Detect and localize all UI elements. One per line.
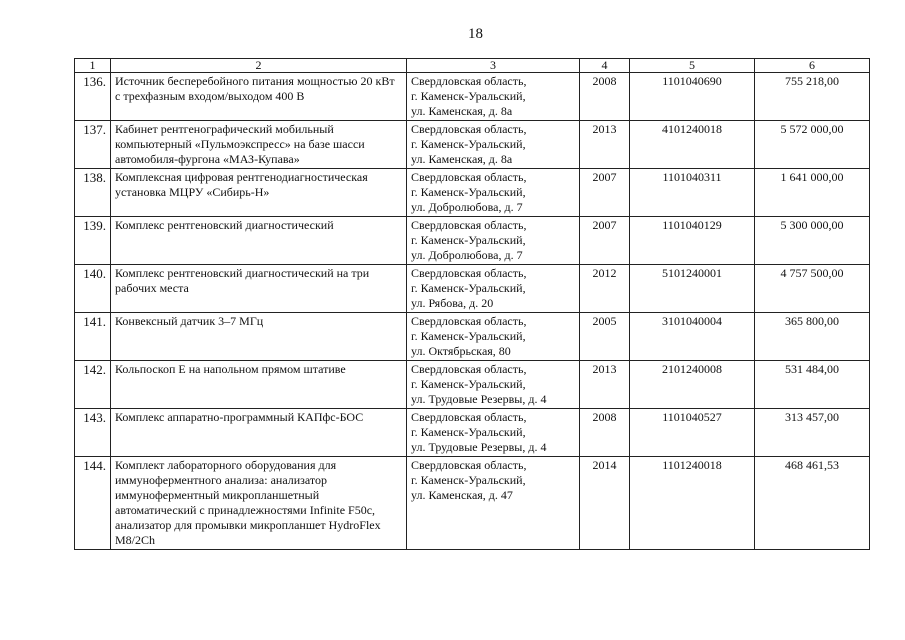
item-address [407,217,580,265]
address-region: Свердловская область, [411,266,527,280]
address-street: ул. Каменская, д. 8а [411,104,513,118]
address-region: Свердловская область, [411,362,527,376]
item-cost: 5 300 000,00 [755,217,870,265]
item-address [407,265,580,313]
address-street: ул. Добролюбова, д. 7 [411,248,523,262]
address-city: г. Каменск-Уральский, [411,329,526,343]
address-street: ул. Октябрьская, 80 [411,344,511,358]
address-city: г. Каменск-Уральский, [411,425,526,439]
address-city: г. Каменск-Уральский, [411,377,526,391]
item-address [407,313,580,361]
item-year: 2005 [580,313,630,361]
item-cost: 313 457,00 [755,409,870,457]
item-year: 2014 [580,457,630,550]
table-row [75,457,870,550]
item-cost: 531 484,00 [755,361,870,409]
address-street: ул. Трудовые Резервы, д. 4 [411,392,547,406]
item-name: Комплект лабораторного оборудования для иммуноферментного анализа: анализатор иммуноферментный микропланшетный автоматический с принадлежностями Infinite F50c, анализатор для промывки микропланшет HydroFlex M8/2Ch [111,457,407,550]
item-address [407,73,580,121]
item-cost: 1 641 000,00 [755,169,870,217]
row-number: 144. [75,457,111,550]
address-street: ул. Трудовые Резервы, д. 4 [411,440,547,454]
column-header: 1 [75,59,111,73]
column-header: 4 [580,59,630,73]
item-name: Кабинет рентгенографический мобильный компьютерный «Пульмоэкспресс» на базе шасси автомобиля-фургона «МАЗ-Купава» [111,121,407,169]
address-region: Свердловская область, [411,170,527,184]
address-city: г. Каменск-Уральский, [411,473,526,487]
row-number: 138. [75,169,111,217]
item-year: 2008 [580,409,630,457]
item-address [407,457,580,550]
address-city: г. Каменск-Уральский, [411,89,526,103]
row-number: 137. [75,121,111,169]
address-city: г. Каменск-Уральский, [411,281,526,295]
item-year: 2007 [580,217,630,265]
column-header: 2 [111,59,407,73]
address-city: г. Каменск-Уральский, [411,137,526,151]
item-cost: 365 800,00 [755,313,870,361]
item-name: Комплекс аппаратно-программный КАПфс-БОС [111,409,407,457]
inventory-number: 1101040527 [630,409,755,457]
item-cost: 755 218,00 [755,73,870,121]
address-city: г. Каменск-Уральский, [411,233,526,247]
row-number: 141. [75,313,111,361]
inventory-number: 4101240018 [630,121,755,169]
inventory-number: 5101240001 [630,265,755,313]
item-address [407,409,580,457]
address-street: ул. Каменская, д. 47 [411,488,513,502]
table-row [75,73,870,121]
table-row [75,409,870,457]
row-number: 140. [75,265,111,313]
row-number: 143. [75,409,111,457]
table-row [75,121,870,169]
item-address [407,361,580,409]
item-name: Комплексная цифровая рентгенодиагностическая установка МЦРУ «Сибирь-Н» [111,169,407,217]
address-region: Свердловская область, [411,218,527,232]
address-region: Свердловская область, [411,122,527,136]
item-address [407,169,580,217]
address-street: ул. Каменская, д. 8а [411,152,513,166]
column-header: 6 [755,59,870,73]
table-row [75,265,870,313]
row-number: 139. [75,217,111,265]
page-number: 18 [468,26,483,42]
item-name: Источник бесперебойного питания мощностью 20 кВт с трехфазным входом/выходом 400 В [111,73,407,121]
inventory-number: 1101040311 [630,169,755,217]
column-header: 5 [630,59,755,73]
row-number: 136. [75,73,111,121]
item-cost: 5 572 000,00 [755,121,870,169]
table-header-row [75,59,870,73]
item-cost: 468 461,53 [755,457,870,550]
address-street: ул. Рябова, д. 20 [411,296,494,310]
item-name: Кольпоскоп Е на напольном прямом штативе [111,361,407,409]
item-address [407,121,580,169]
table-row [75,217,870,265]
address-street: ул. Добролюбова, д. 7 [411,200,523,214]
address-city: г. Каменск-Уральский, [411,185,526,199]
row-number: 142. [75,361,111,409]
column-header: 3 [407,59,580,73]
address-region: Свердловская область, [411,74,527,88]
inventory-number: 1101040129 [630,217,755,265]
item-name: Комплекс рентгеновский диагностический [111,217,407,265]
inventory-number: 1101040690 [630,73,755,121]
item-year: 2013 [580,361,630,409]
item-year: 2013 [580,121,630,169]
item-year: 2008 [580,73,630,121]
table-row [75,313,870,361]
item-year: 2012 [580,265,630,313]
address-region: Свердловская область, [411,314,527,328]
inventory-number: 1101240018 [630,457,755,550]
inventory-number: 3101040004 [630,313,755,361]
address-region: Свердловская область, [411,410,527,424]
item-year: 2007 [580,169,630,217]
table-row [75,169,870,217]
item-cost: 4 757 500,00 [755,265,870,313]
table-row [75,361,870,409]
inventory-table [74,58,870,550]
item-name: Конвексный датчик 3–7 МГц [111,313,407,361]
inventory-number: 2101240008 [630,361,755,409]
item-name: Комплекс рентгеновский диагностический на три рабочих места [111,265,407,313]
address-region: Свердловская область, [411,458,527,472]
